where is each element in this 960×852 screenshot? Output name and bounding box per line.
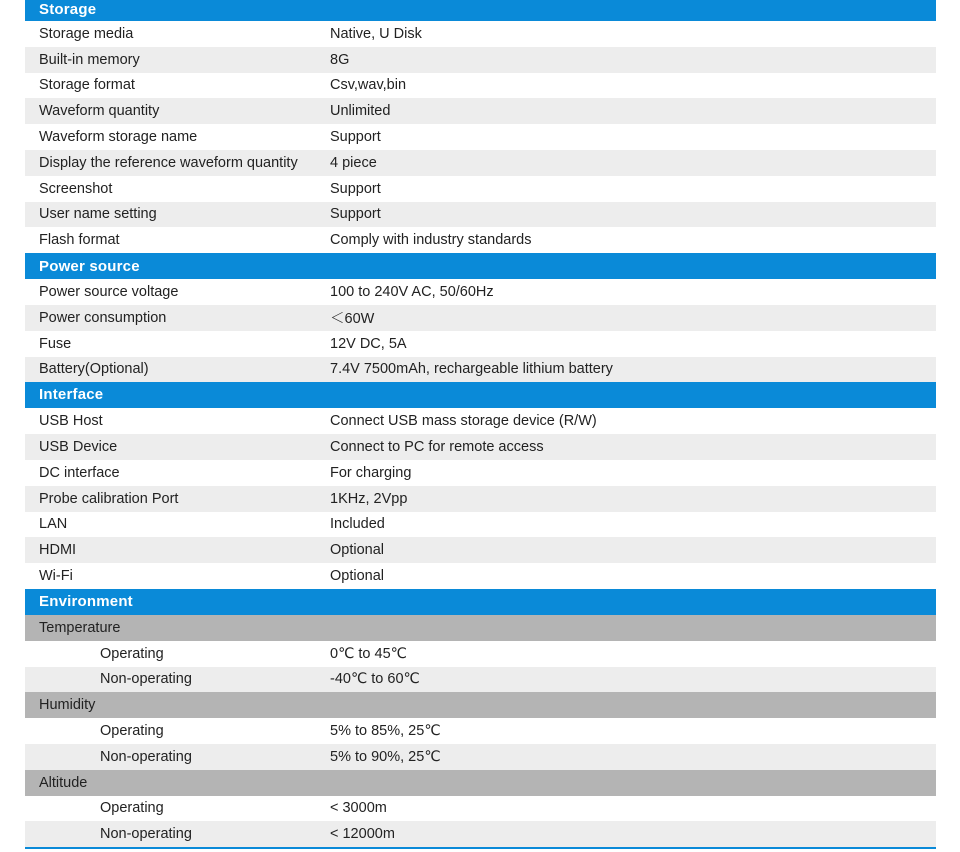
spec-value: < 3000m [330, 800, 387, 817]
spec-value: Support [330, 129, 381, 146]
table-row [25, 821, 936, 847]
spec-value: Included [330, 516, 385, 533]
table-row [25, 357, 936, 383]
spec-value: Support [330, 206, 381, 223]
table-row [25, 305, 936, 331]
table-row [25, 434, 936, 460]
spec-key: USB Device [39, 439, 118, 456]
table-row [25, 563, 936, 589]
spec-key: Display the reference waveform quantity [39, 154, 298, 171]
spec-table [25, 0, 936, 849]
spec-key: Power consumption [39, 309, 167, 326]
spec-key: Non-operating [100, 671, 192, 688]
spec-value: ＜60W [330, 311, 375, 328]
spec-key: Screenshot [39, 180, 113, 197]
table-row [25, 202, 936, 228]
spec-value: Support [330, 180, 381, 197]
section-header-storage: Storage [25, 0, 936, 21]
spec-key: Operating [100, 645, 164, 662]
spec-value: Connect USB mass storage device (R/W) [330, 413, 597, 430]
spec-value: Optional [330, 568, 385, 585]
section-header-interface: Interface [25, 382, 936, 408]
spec-key: Storage media [39, 25, 134, 42]
spec-key: Flash format [39, 232, 120, 249]
table-row [25, 486, 936, 512]
table-row [25, 227, 936, 253]
spec-value: 8G [330, 51, 350, 68]
spec-value: Optional [330, 542, 385, 559]
spec-key: Power source voltage [39, 284, 179, 301]
table-row [25, 73, 936, 99]
table-row [25, 512, 936, 538]
table-row [25, 408, 936, 434]
group-header-temperature: Temperature [25, 615, 936, 641]
spec-value: < 12000m [330, 826, 395, 843]
spec-value: 5% to 90%, 25℃ [330, 748, 441, 765]
spec-value: Connect to PC for remote access [330, 439, 544, 456]
spec-key: Non-operating [100, 826, 192, 843]
table-row [25, 279, 936, 305]
group-header-altitude: Altitude [25, 770, 936, 796]
spec-value: 4 piece [330, 154, 377, 171]
spec-key: User name setting [39, 206, 157, 223]
spec-key: LAN [39, 516, 68, 533]
table-row [25, 21, 936, 47]
spec-key: Non-operating [100, 748, 192, 765]
spec-key: Waveform quantity [39, 103, 160, 120]
spec-value: 7.4V 7500mAh, rechargeable lithium battery [330, 361, 613, 378]
table-row [25, 98, 936, 124]
table-row [25, 176, 936, 202]
spec-key: Operating [100, 723, 164, 740]
spec-key: Operating [100, 800, 164, 817]
table-row [25, 124, 936, 150]
spec-value: Comply with industry standards [330, 232, 532, 249]
spec-value: 1KHz, 2Vpp [330, 490, 408, 507]
spec-value: 12V DC, 5A [330, 335, 407, 352]
spec-value: For charging [330, 464, 412, 481]
table-row [25, 537, 936, 563]
spec-key: Battery(Optional) [39, 361, 149, 378]
spec-key: USB Host [39, 413, 103, 430]
spec-value: -40℃ to 60℃ [330, 671, 420, 688]
spec-value: Unlimited [330, 103, 391, 120]
spec-value: 100 to 240V AC, 50/60Hz [330, 284, 494, 301]
table-row [25, 641, 936, 667]
table-row [25, 460, 936, 486]
spec-key: Waveform storage name [39, 129, 198, 146]
table-row [25, 667, 936, 693]
section-header-power-source: Power source [25, 253, 936, 279]
spec-value: Csv,wav,bin [330, 77, 407, 94]
spec-key: Fuse [39, 335, 72, 352]
bottom-divider [25, 847, 936, 849]
spec-value: 5% to 85%, 25℃ [330, 723, 441, 740]
table-row [25, 744, 936, 770]
spec-key: Wi-Fi [39, 568, 73, 585]
table-row [25, 796, 936, 822]
spec-key: DC interface [39, 464, 120, 481]
table-row [25, 47, 936, 73]
table-row [25, 150, 936, 176]
section-header-environment: Environment [25, 589, 936, 615]
table-row [25, 718, 936, 744]
spec-key: HDMI [39, 542, 77, 559]
spec-key: Built-in memory [39, 51, 140, 68]
table-row [25, 331, 936, 357]
spec-key: Storage format [39, 77, 135, 94]
group-header-humidity: Humidity [25, 692, 936, 718]
spec-value: 0℃ to 45℃ [330, 645, 407, 662]
spec-key: Probe calibration Port [39, 490, 179, 507]
spec-value: Native, U Disk [330, 25, 422, 42]
